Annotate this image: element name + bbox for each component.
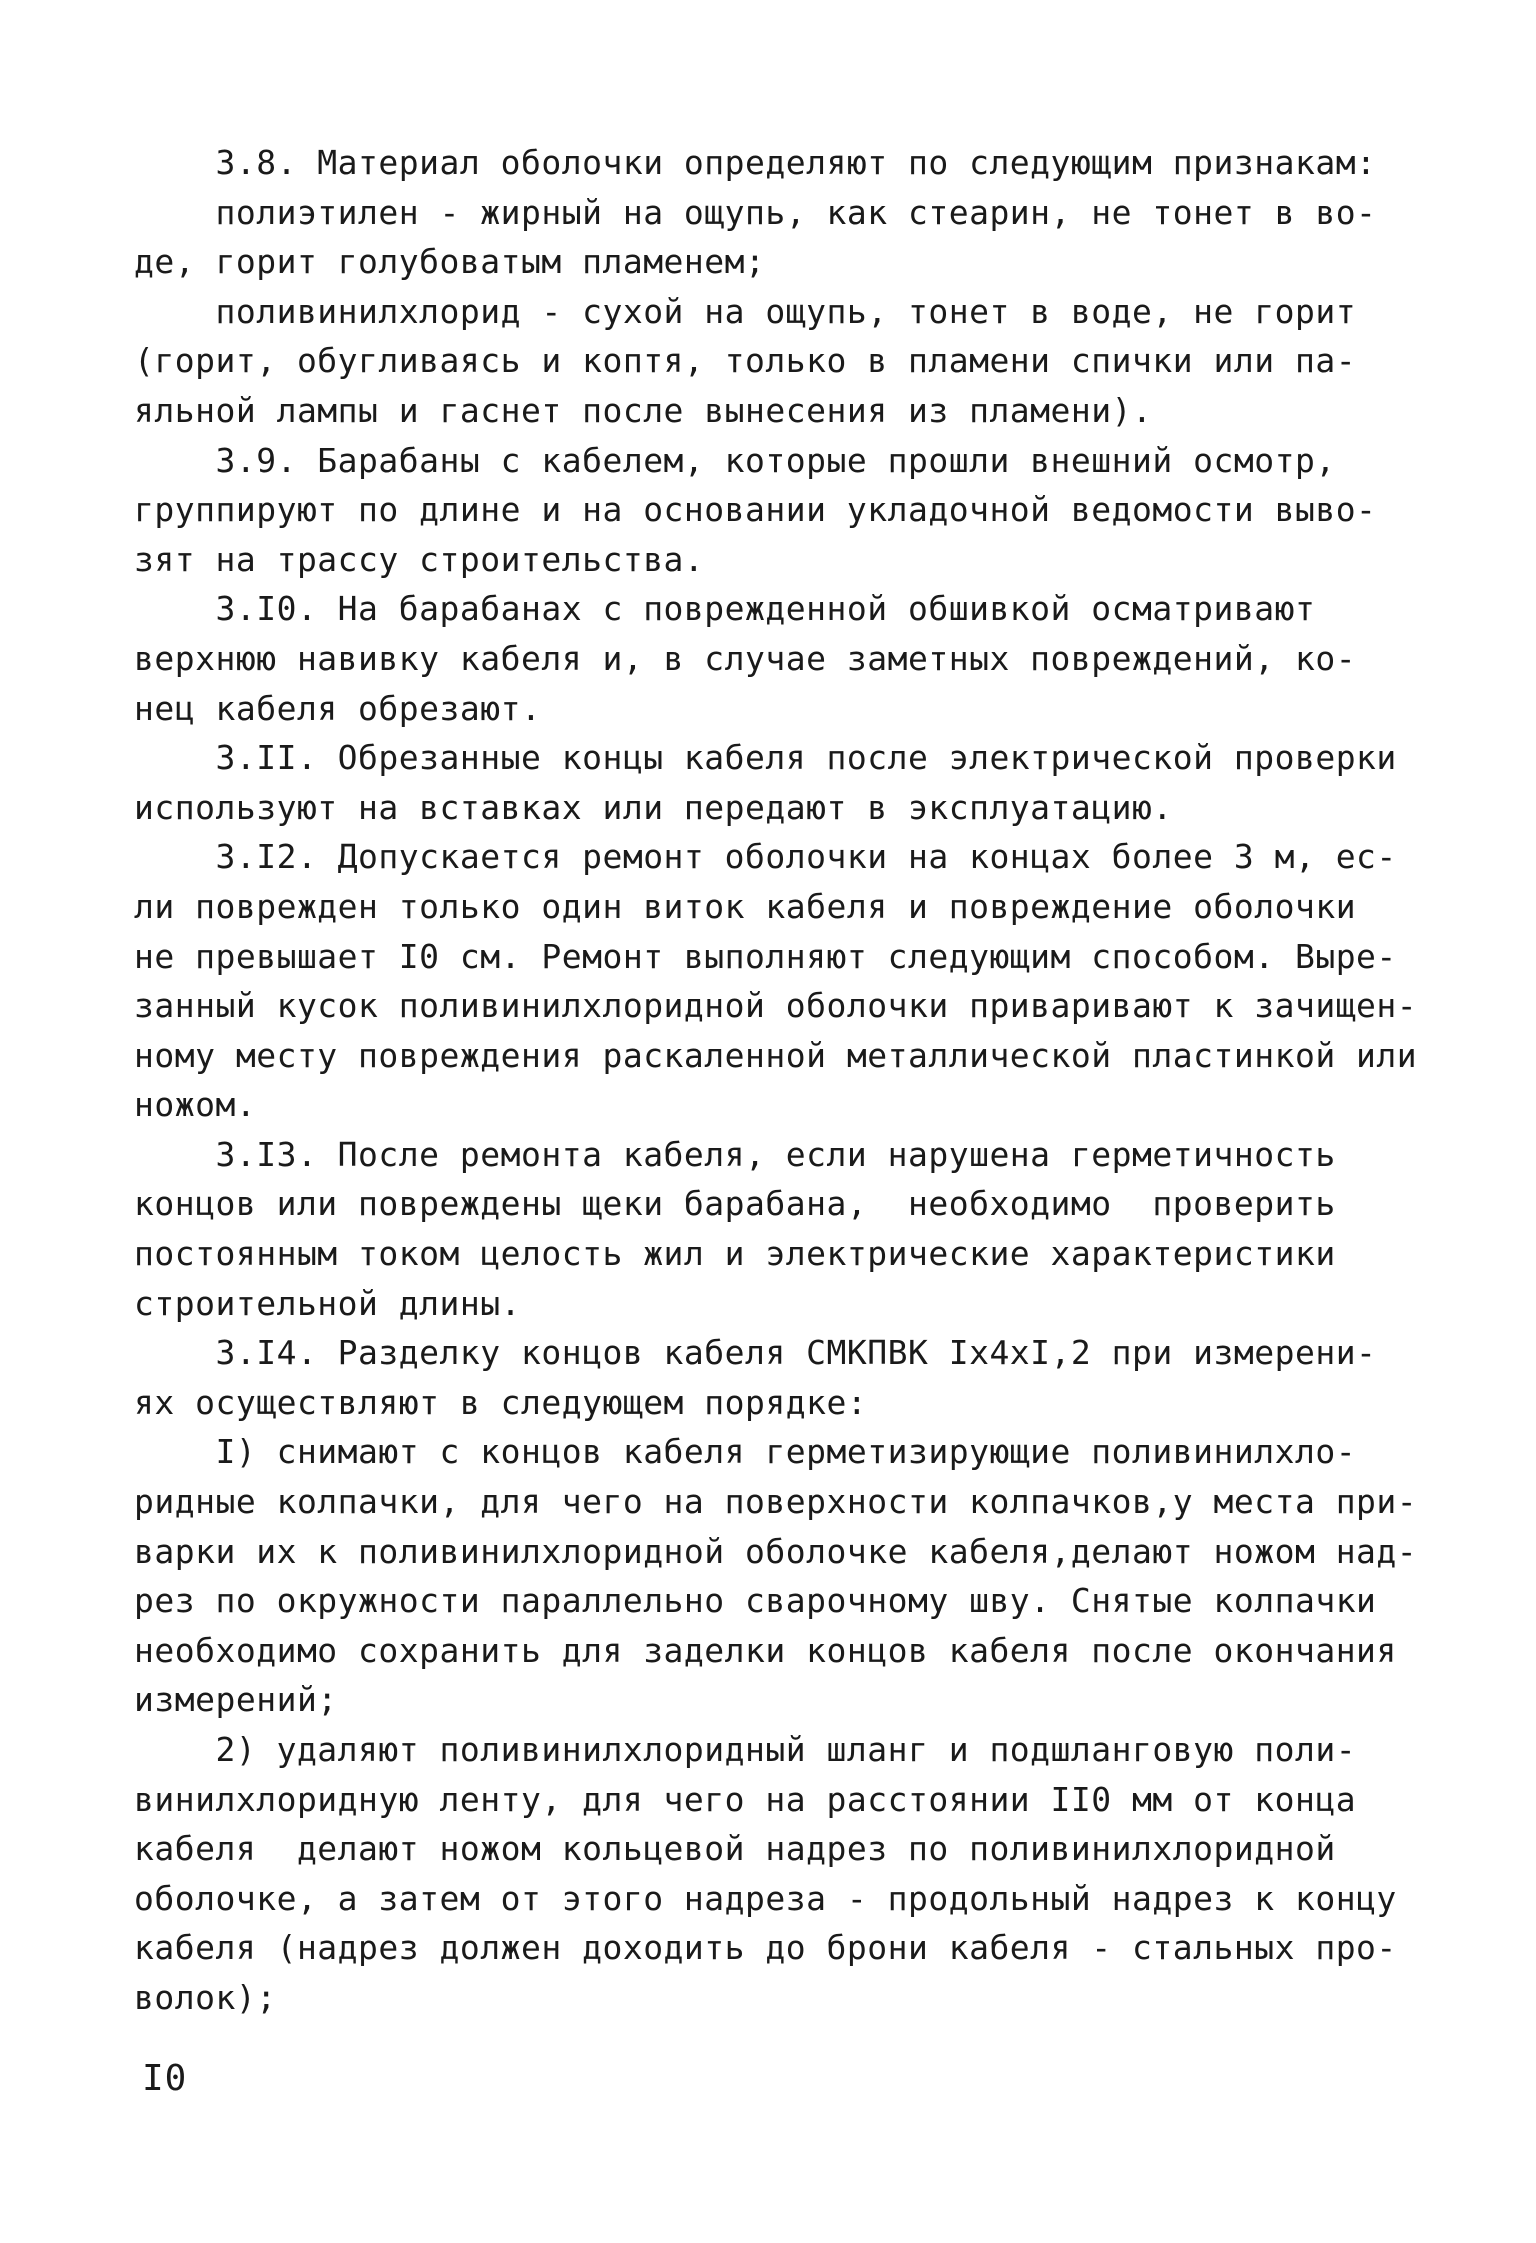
text-line: полиэтилен - жирный на ощупь, как стеарин, не тонет в во- <box>134 192 1377 232</box>
text-line: 3.I3. После ремонта кабеля, если нарушена герметичность <box>134 1134 1336 1174</box>
text-line: измерений; <box>134 1680 338 1720</box>
text-line: 3.9. Барабаны с кабелем, которые прошли внешний осмотр, <box>134 440 1336 480</box>
text-line: ному месту повреждения раскаленной металлической пластинкой или <box>134 1035 1418 1075</box>
text-line: варки их к поливинилхлоридной оболочке кабеля,делают ножом над- <box>134 1531 1418 1571</box>
text-line: 2) удаляют поливинилхлоридный шланг и подшланговую поли- <box>134 1730 1357 1769</box>
text-line: 3.I2. Допускается ремонт оболочки на концах более 3 м, ес- <box>134 837 1397 877</box>
text-line: постоянным током целость жил и электрические характеристики <box>134 1234 1336 1274</box>
text-line: ли поврежден только один виток кабеля и повреждение оболочки <box>134 886 1357 926</box>
page-number: I0 <box>142 2058 188 2099</box>
text-line: 3.I4. Разделку концов кабеля СМКПВК Iх4хI,2 при измерени- <box>134 1333 1377 1373</box>
text-line: ях осуществляют в следующем порядке: <box>134 1382 868 1422</box>
text-line: зят на трассу строительства. <box>134 539 705 579</box>
text-line: волок); <box>134 1977 277 2017</box>
text-line: поливинилхлорид - сухой на ощупь, тонет в воде, не горит <box>134 291 1357 331</box>
text-line: де, горит голубоватым пламенем; <box>134 242 766 282</box>
text-line: кабеля (надрез должен доходить до брони кабеля - стальных про- <box>134 1928 1397 1968</box>
text-line: используют на вставках или передают в эксплуатацию. <box>134 787 1173 827</box>
text-line: не превышает I0 см. Ремонт выполняют следующим способом. Выре- <box>134 936 1397 976</box>
text-line: I) снимают с концов кабеля герметизирующие поливинилхло- <box>134 1432 1357 1472</box>
text-line: занный кусок поливинилхлоридной оболочки приваривают к зачищен- <box>134 986 1418 1026</box>
text-line: группируют по длине и на основании укладочной ведомости выво- <box>134 490 1377 530</box>
document-body <box>134 138 1418 2023</box>
text-line: рез по окружности параллельно сварочному шву. Снятые колпачки <box>134 1581 1377 1621</box>
text-line: верхнюю навивку кабеля и, в случае заметных повреждений, ко- <box>134 638 1357 678</box>
text-line: ножом. <box>134 1085 257 1125</box>
text-line: 3.I0. На барабанах с поврежденной обшивкой осматривают <box>134 589 1316 629</box>
text-line: (горит, обугливаясь и коптя, только в пламени спички или па- <box>134 341 1357 381</box>
text-line: винилхлоридную ленту, для чего на расстоянии II0 мм от конца <box>134 1779 1357 1819</box>
text-line: нец кабеля обрезают. <box>134 688 542 728</box>
text-line: кабеля делают ножом кольцевой надрез по поливинилхлоридной <box>134 1829 1336 1869</box>
text-line: 3.8. Материал оболочки определяют по следующим признакам: <box>134 143 1377 182</box>
text-line: 3.II. Обрезанные концы кабеля после электрической проверки <box>134 738 1397 778</box>
text-line: ридные колпачки, для чего на поверхности колпачков,у места при- <box>134 1482 1418 1522</box>
text-line: необходимо сохранить для заделки концов кабеля после окончания <box>134 1630 1397 1670</box>
text-line: концов или повреждены щеки барабана, необходимо проверить <box>134 1184 1336 1224</box>
text-line: строительной длины. <box>134 1283 521 1323</box>
text-line: яльной лампы и гаснет после вынесения из пламени). <box>134 390 1153 430</box>
text-line: оболочке, а затем от этого надреза - продольный надрез к концу <box>134 1878 1397 1918</box>
